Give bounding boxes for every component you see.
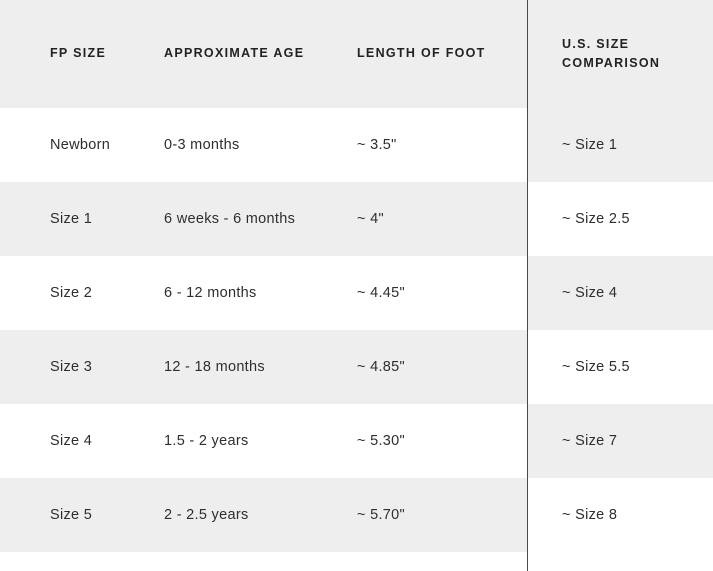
column-header-us-size-comparison: U.S. SIZE COMPARISON — [527, 0, 713, 108]
cell-approximate-age: 6 - 12 months — [113, 256, 307, 330]
table-header — [0, 0, 713, 108]
table-body — [0, 108, 713, 552]
table-header-row — [0, 0, 713, 108]
column-header-fp-size: FP SIZE — [0, 0, 113, 108]
cell-length-of-foot: ~ 4" — [307, 182, 527, 256]
cell-fp-size: Size 4 — [0, 404, 113, 478]
cell-approximate-age: 12 - 18 months — [113, 330, 307, 404]
cell-length-of-foot: ~ 4.85" — [307, 330, 527, 404]
table-row — [0, 330, 713, 404]
cell-approximate-age: 1.5 - 2 years — [113, 404, 307, 478]
cell-us-size-comparison: ~ Size 1 — [527, 108, 713, 182]
table-row — [0, 256, 713, 330]
table-row — [0, 404, 713, 478]
cell-fp-size: Newborn — [0, 108, 113, 182]
cell-approximate-age: 6 weeks - 6 months — [113, 182, 307, 256]
cell-approximate-age: 2 - 2.5 years — [113, 478, 307, 552]
cell-fp-size: Size 5 — [0, 478, 113, 552]
table-row — [0, 108, 713, 182]
cell-length-of-foot: ~ 5.70" — [307, 478, 527, 552]
cell-us-size-comparison: ~ Size 7 — [527, 404, 713, 478]
column-header-length-of-foot: LENGTH OF FOOT — [307, 0, 527, 108]
cell-length-of-foot: ~ 5.30" — [307, 404, 527, 478]
table-row — [0, 478, 713, 552]
table-row — [0, 182, 713, 256]
cell-fp-size: Size 3 — [0, 330, 113, 404]
cell-us-size-comparison: ~ Size 5.5 — [527, 330, 713, 404]
cell-approximate-age: 0-3 months — [113, 108, 307, 182]
cell-us-size-comparison: ~ Size 2.5 — [527, 182, 713, 256]
cell-length-of-foot: ~ 4.45" — [307, 256, 527, 330]
cell-us-size-comparison: ~ Size 8 — [527, 478, 713, 552]
column-header-approximate-age: APPROXIMATE AGE — [113, 0, 307, 108]
cell-us-size-comparison: ~ Size 4 — [527, 256, 713, 330]
cell-fp-size: Size 2 — [0, 256, 113, 330]
cell-length-of-foot: ~ 3.5" — [307, 108, 527, 182]
cell-fp-size: Size 1 — [0, 182, 113, 256]
